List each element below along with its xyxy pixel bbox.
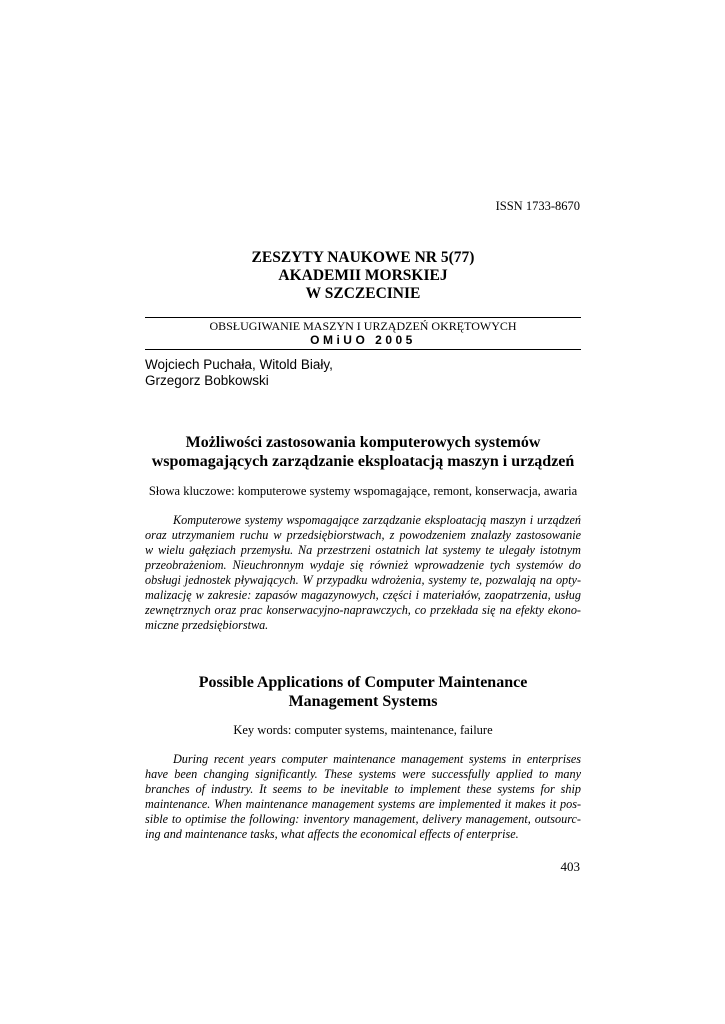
abstract-line: malizację w zakresie: zapasów magazynowych, części i materiałów, zaopatrzenia, usług (145, 588, 581, 602)
journal-title (145, 249, 581, 303)
abstract-line: oraz utrzymaniem ruchu w przedsiębiorstwach, z powodzeniem znalazły zastosowanie (145, 528, 581, 542)
series-code: OMiUO 2005 (310, 333, 416, 347)
abstract-line: miczne przedsiębiorstwa. (145, 618, 269, 632)
authors (145, 357, 581, 389)
polish-title-line: wspomagających zarządzanie eksploatacją maszyn i urządzeń (151, 453, 575, 470)
english-title-line: Management Systems (288, 693, 438, 710)
abstract-line: Komputerowe systemy wspomagające zarządzanie eksploatacją maszyn i urządzeń (173, 513, 581, 527)
journal-title-line: W SZCZECINIE (305, 285, 421, 302)
polish-abstract (145, 513, 581, 633)
abstract-line: w wielu gałęziach przemysłu. Na przestrzeni ostatnich lat systemy te ulegały istotnym (145, 543, 581, 557)
abstract-line: maintenance. When maintenance management systems are implemented it makes it pos- (145, 797, 581, 811)
abstract-line: During recent years computer maintenance management systems in enterprises (173, 752, 581, 766)
english-abstract (145, 752, 581, 842)
abstract-line: przeobrażeniom. Nieuchronnym wydaje się również wprowadzenie tych systemów do (145, 558, 581, 572)
abstract-line: obsługi jednostek pływających. W przypadku wdrożenia, systemy te, pozwalają na opty- (145, 573, 581, 587)
abstract-line: zewnętrznych oraz prac konserwacyjno-naprawczych, co przekłada się na efekty ekono- (145, 603, 581, 617)
english-keywords: Key words: computer systems, maintenance, failure (233, 723, 493, 737)
abstract-line: have been changing significantly. These systems were successfully applied to many (145, 767, 581, 781)
journal-title-line: AKADEMII MORSKIEJ (278, 267, 448, 284)
english-title (145, 673, 581, 711)
series-bottom-rule (145, 349, 581, 350)
page-number: 403 (560, 859, 580, 874)
abstract-line: branches of industry. It seems to be inevitable to implement these systems for ship (145, 782, 581, 796)
polish-keywords: Słowa kluczowe: komputerowe systemy wspomagające, remont, konserwacja, awaria (148, 484, 578, 498)
polish-title (145, 433, 581, 471)
series-name: OBSŁUGIWANIE MASZYN I URZĄDZEŃ OKRĘTOWYCH (209, 319, 517, 333)
journal-title-line: ZESZYTY NAUKOWE NR 5(77) (251, 249, 475, 266)
polish-title-line: Możliwości zastosowania komputerowych systemów (185, 434, 541, 451)
series-top-rule (145, 317, 581, 318)
abstract-line: sible to optimise the following: inventory management, delivery management, outsourc- (145, 812, 581, 826)
english-title-line: Possible Applications of Computer Maintenance (198, 674, 528, 691)
author-line: Wojciech Puchała, Witold Biały, (145, 357, 333, 372)
author-line: Grzegorz Bobkowski (145, 373, 269, 388)
abstract-line: ing and maintenance tasks, what affects the economical effects of enterprise. (145, 827, 519, 841)
issn-number: ISSN 1733-8670 (495, 199, 580, 213)
